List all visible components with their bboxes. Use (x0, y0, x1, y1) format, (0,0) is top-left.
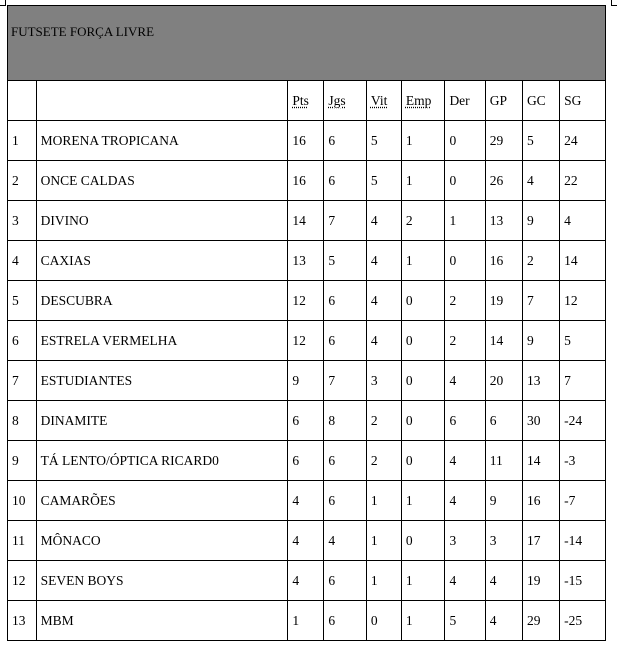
cell-der: 6 (445, 401, 485, 441)
cell-sg: 7 (560, 361, 606, 401)
cell-pos: 3 (8, 201, 37, 241)
cell-pts: 4 (288, 521, 324, 561)
cell-pos: 11 (8, 521, 37, 561)
cell-pos: 4 (8, 241, 37, 281)
cell-emp: 0 (401, 361, 445, 401)
cell-pos: 5 (8, 281, 37, 321)
cell-sg: 14 (560, 241, 606, 281)
cell-pts: 12 (288, 281, 324, 321)
cell-jgs: 6 (324, 281, 366, 321)
cell-pts: 12 (288, 321, 324, 361)
cell-jgs: 6 (324, 561, 366, 601)
cell-emp: 0 (401, 401, 445, 441)
cell-sg: -14 (560, 521, 606, 561)
cell-jgs: 6 (324, 601, 366, 641)
cell-gp: 13 (485, 201, 522, 241)
cell-gp: 20 (485, 361, 522, 401)
cell-team: ESTRELA VERMELHA (36, 321, 288, 361)
cell-gp: 4 (485, 601, 522, 641)
cell-pts: 14 (288, 201, 324, 241)
cell-der: 2 (445, 281, 485, 321)
cell-sg: -7 (560, 481, 606, 521)
cell-der: 3 (445, 521, 485, 561)
cell-der: 0 (445, 121, 485, 161)
cell-jgs: 6 (324, 121, 366, 161)
cell-vit: 5 (366, 121, 401, 161)
cell-gp: 4 (485, 561, 522, 601)
cell-gc: 14 (522, 441, 559, 481)
cell-emp: 0 (401, 521, 445, 561)
table-row (8, 161, 606, 201)
cell-jgs: 4 (324, 521, 366, 561)
table-title: FUTSETE FORÇA LIVRE (11, 24, 155, 39)
cell-team: DIVINO (36, 201, 288, 241)
cell-gc: 29 (522, 601, 559, 641)
cell-vit: 3 (366, 361, 401, 401)
table-row (8, 361, 606, 401)
cell-team: DESCUBRA (36, 281, 288, 321)
cell-vit: 2 (366, 401, 401, 441)
cell-gp: 16 (485, 241, 522, 281)
cell-pos: 10 (8, 481, 37, 521)
cell-gc: 2 (522, 241, 559, 281)
cell-vit: 2 (366, 441, 401, 481)
cell-pos: 7 (8, 361, 37, 401)
cell-der: 4 (445, 481, 485, 521)
cell-sg: 4 (560, 201, 606, 241)
cell-der: 0 (445, 161, 485, 201)
cell-team: MÔNACO (36, 521, 288, 561)
cell-gc: 30 (522, 401, 559, 441)
cell-gp: 6 (485, 401, 522, 441)
cell-pts: 1 (288, 601, 324, 641)
cell-team: TÁ LENTO/ÓPTICA RICARD0 (36, 441, 288, 481)
cell-pos: 13 (8, 601, 37, 641)
cell-pts: 16 (288, 161, 324, 201)
cell-emp: 0 (401, 321, 445, 361)
cell-team: MBM (36, 601, 288, 641)
cell-jgs: 6 (324, 481, 366, 521)
cell-jgs: 7 (324, 361, 366, 401)
standings-table-body (8, 6, 606, 641)
cell-emp: 0 (401, 281, 445, 321)
cell-gc: 17 (522, 521, 559, 561)
cell-vit: 5 (366, 161, 401, 201)
cell-pts: 4 (288, 481, 324, 521)
cell-vit: 0 (366, 601, 401, 641)
cell-vit: 1 (366, 481, 401, 521)
cell-emp: 1 (401, 161, 445, 201)
cell-pos: 9 (8, 441, 37, 481)
cell-team: DINAMITE (36, 401, 288, 441)
header-team (36, 81, 288, 121)
header-emp: Emp (401, 81, 445, 121)
header-pts: Pts (288, 81, 324, 121)
header-gc: GC (522, 81, 559, 121)
cell-team: MORENA TROPICANA (36, 121, 288, 161)
cell-team: ONCE CALDAS (36, 161, 288, 201)
table-row (8, 281, 606, 321)
cell-pts: 6 (288, 401, 324, 441)
cell-vit: 4 (366, 241, 401, 281)
cell-gp: 29 (485, 121, 522, 161)
cell-der: 4 (445, 361, 485, 401)
cell-team: SEVEN BOYS (36, 561, 288, 601)
cell-team: ESTUDIANTES (36, 361, 288, 401)
cell-vit: 4 (366, 201, 401, 241)
table-row (8, 121, 606, 161)
cell-sg: 5 (560, 321, 606, 361)
cell-sg: 12 (560, 281, 606, 321)
cell-emp: 1 (401, 561, 445, 601)
cell-sg: -3 (560, 441, 606, 481)
corner-mark-left (0, 0, 6, 6)
cell-jgs: 6 (324, 441, 366, 481)
table-title-row (8, 6, 606, 81)
cell-gp: 9 (485, 481, 522, 521)
cell-gp: 3 (485, 521, 522, 561)
cell-emp: 1 (401, 601, 445, 641)
table-row (8, 401, 606, 441)
cell-gp: 11 (485, 441, 522, 481)
cell-gc: 7 (522, 281, 559, 321)
cell-sg: 24 (560, 121, 606, 161)
cell-gc: 9 (522, 201, 559, 241)
cell-emp: 0 (401, 441, 445, 481)
cell-der: 5 (445, 601, 485, 641)
table-title-cell (8, 6, 606, 81)
cell-pts: 6 (288, 441, 324, 481)
table-header-row (8, 81, 606, 121)
cell-gc: 19 (522, 561, 559, 601)
cell-der: 4 (445, 441, 485, 481)
cell-pts: 13 (288, 241, 324, 281)
cell-vit: 4 (366, 321, 401, 361)
cell-vit: 1 (366, 561, 401, 601)
cell-gp: 14 (485, 321, 522, 361)
table-row (8, 321, 606, 361)
cell-jgs: 5 (324, 241, 366, 281)
cell-jgs: 7 (324, 201, 366, 241)
cell-emp: 1 (401, 121, 445, 161)
cell-emp: 1 (401, 481, 445, 521)
cell-sg: -24 (560, 401, 606, 441)
corner-mark-right (611, 0, 617, 6)
cell-team: CAXIAS (36, 241, 288, 281)
cell-pts: 9 (288, 361, 324, 401)
header-vit: Vit (366, 81, 401, 121)
cell-gc: 13 (522, 361, 559, 401)
cell-gp: 26 (485, 161, 522, 201)
cell-jgs: 6 (324, 161, 366, 201)
header-sg: SG (560, 81, 606, 121)
table-row (8, 521, 606, 561)
cell-pos: 6 (8, 321, 37, 361)
standings-table (7, 5, 606, 641)
cell-pos: 1 (8, 121, 37, 161)
header-jgs: Jgs (324, 81, 366, 121)
table-row (8, 601, 606, 641)
cell-gc: 5 (522, 121, 559, 161)
cell-sg: -15 (560, 561, 606, 601)
cell-pts: 16 (288, 121, 324, 161)
cell-der: 4 (445, 561, 485, 601)
table-row (8, 441, 606, 481)
header-der: Der (445, 81, 485, 121)
cell-vit: 4 (366, 281, 401, 321)
cell-gc: 16 (522, 481, 559, 521)
cell-jgs: 6 (324, 321, 366, 361)
cell-emp: 2 (401, 201, 445, 241)
cell-team: CAMARÕES (36, 481, 288, 521)
cell-pos: 12 (8, 561, 37, 601)
table-row (8, 481, 606, 521)
cell-gc: 4 (522, 161, 559, 201)
table-row (8, 201, 606, 241)
header-pos (8, 81, 37, 121)
cell-der: 1 (445, 201, 485, 241)
cell-gp: 19 (485, 281, 522, 321)
cell-emp: 1 (401, 241, 445, 281)
table-row (8, 561, 606, 601)
cell-der: 0 (445, 241, 485, 281)
cell-gc: 9 (522, 321, 559, 361)
cell-der: 2 (445, 321, 485, 361)
header-gp: GP (485, 81, 522, 121)
cell-jgs: 8 (324, 401, 366, 441)
cell-pos: 2 (8, 161, 37, 201)
table-row (8, 241, 606, 281)
cell-pts: 4 (288, 561, 324, 601)
cell-sg: 22 (560, 161, 606, 201)
cell-vit: 1 (366, 521, 401, 561)
cell-sg: -25 (560, 601, 606, 641)
cell-pos: 8 (8, 401, 37, 441)
